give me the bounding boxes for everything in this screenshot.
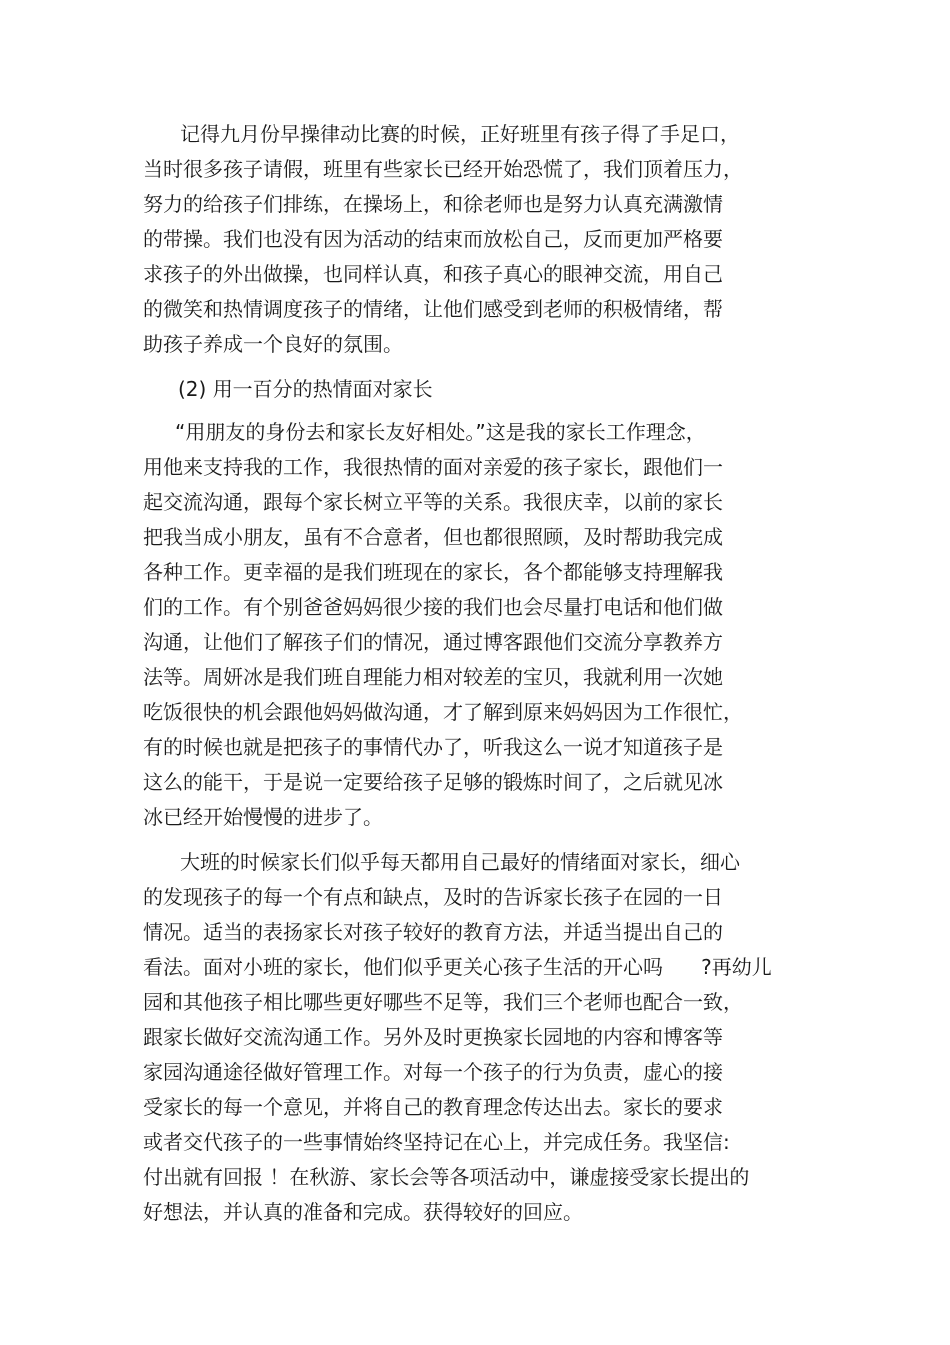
paragraph-3-line-7: 家园沟通途径做好管理工作。对每一个孩子的行为负责，虚心的接 (143, 1060, 723, 1084)
paragraph-1-line-6: 的微笑和热情调度孩子的情绪，让他们感受到老师的积极情绪，帮 (143, 297, 723, 321)
paragraph-2-line-4: 把我当成小朋友，虽有不合意者，但也都很照顾，及时帮助我完成 (143, 525, 723, 549)
paragraph-1-line-7: 助孩子养成一个良好的氛围。 (143, 332, 403, 356)
paragraph-3-line-1: 大班的时候家长们似乎每天都用自己最好的情绪面对家长，细心 (180, 850, 740, 874)
section-heading: (2) 用一百分的热情面对家长 (178, 377, 433, 401)
paragraph-1-line-3: 努力的给孩子们排练，在操场上，和徐老师也是努力认真充满激情 (143, 192, 723, 216)
paragraph-2-line-10: 有的时候也就是把孩子的事情代办了，听我这么一说才知道孩子是 (143, 735, 723, 759)
paragraph-3-line-5: 园和其他孩子相比哪些更好哪些不足等，我们三个老师也配合一致， (143, 990, 743, 1014)
paragraph-2-line-12: 冰已经开始慢慢的进步了。 (143, 805, 383, 829)
paragraph-1-line-4: 的带操。我们也没有因为活动的结束而放松自己，反而更加严格要 (143, 227, 723, 251)
paragraph-1-line-2: 当时很多孩子请假，班里有些家长已经开始恐慌了，我们顶着压力， (143, 157, 743, 181)
paragraph-3-line-9: 或者交代孩子的一些事情始终坚持记在心上，并完成任务。我坚信: (143, 1130, 730, 1154)
paragraph-2-line-11: 这么的能干，于是说一定要给孩子足够的锻炼时间了，之后就见冰 (143, 770, 723, 794)
paragraph-2-line-8: 法等。周妍冰是我们班自理能力相对较差的宝贝，我就利用一次她 (143, 665, 723, 689)
paragraph-3-line-2: 的发现孩子的每一个有点和缺点，及时的告诉家长孩子在园的一日 (143, 885, 723, 909)
paragraph-2-line-3: 起交流沟通，跟每个家长树立平等的关系。我很庆幸，以前的家长 (143, 490, 723, 514)
paragraph-2-line-2: 用他来支持我的工作，我很热情的面对亲爱的孩子家长，跟他们一 (143, 455, 723, 479)
paragraph-2-line-6: 们的工作。有个别爸爸妈妈很少接的我们也会尽量打电话和他们做 (143, 595, 723, 619)
paragraph-1-line-5: 求孩子的外出做操，也同样认真，和孩子真心的眼神交流，用自己 (143, 262, 723, 286)
paragraph-2-line-1: “用朋友的身份去和家长友好相处。”这是我的家长工作理念， (175, 420, 706, 444)
paragraph-1-line-1: 记得九月份早操律动比赛的时候，正好班里有孩子得了手足口， (180, 122, 740, 146)
paragraph-2-line-9: 吃饭很快的机会跟他妈妈做沟通，才了解到原来妈妈因为工作很忙， (143, 700, 743, 724)
paragraph-3-line-8: 受家长的每一个意见，并将自己的教育理念传达出去。家长的要求 (143, 1095, 723, 1119)
paragraph-3-line-10: 付出就有回报 ！在秋游、家长会等各项活动中，谦虚接受家长提出的 (143, 1165, 750, 1189)
paragraph-2-line-5: 各种工作。更幸福的是我们班现在的家长，各个都能够支持理解我 (143, 560, 723, 584)
paragraph-3-line-6: 跟家长做好交流沟通工作。另外及时更换家长园地的内容和博客等 (143, 1025, 723, 1049)
paragraph-3-line-4: 看法。面对小班的家长，他们似乎更关心孩子生活的开心吗 ?再幼儿 (143, 955, 772, 979)
paragraph-2-line-7: 沟通，让他们了解孩子们的情况，通过博客跟他们交流分享教养方 (143, 630, 723, 654)
paragraph-3-line-11: 好想法，并认真的准备和完成。获得较好的回应。 (143, 1200, 583, 1224)
paragraph-3-line-3: 情况。适当的表扬家长对孩子较好的教育方法，并适当提出自己的 (143, 920, 723, 944)
